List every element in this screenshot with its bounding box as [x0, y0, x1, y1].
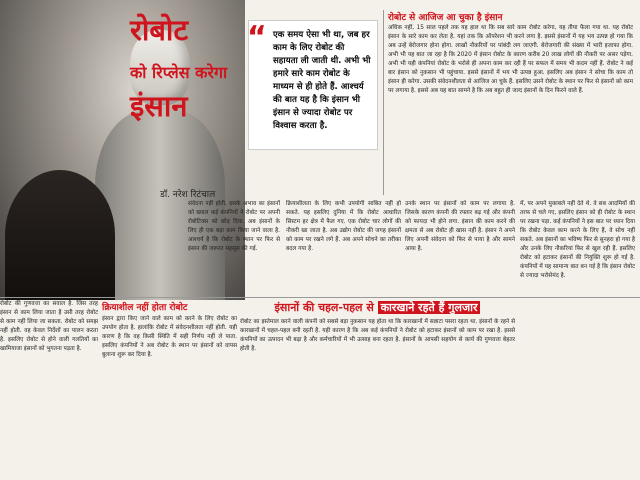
article-column-bottom-center: रोबोट का इस्तेमाल करने वाली कंपनी को सबसे बड़ा नुकसान यह होता था कि कारखानों में सन्नाटा पसरा रहता था. इंसानों के रहने से कारखानों में चहल-पहल बनी रहती है. यही कारण है कि अब कई कंपनियों ने रोबोट को हटाकर इंसानों को काम पर रखा है. इससे कंपनियों का उत्पादन भी बढ़ा है और कर्मचारियों में भी उत्साह बना रहता है. इंसानों के आपसी सहयोग से कार्य की गुणवत्ता बेहतर होती है. [240, 319, 515, 352]
row-divider [0, 297, 640, 298]
pull-quote-text: एक समय ऐसा भी था, जब हर काम के लिए रोबोट की सहायता ली जाती थी. अभी भी हमारे सारे काम रोबोट के माध्यम से ही होते हैं. आश्चर्य की बात यह है कि इंसान भी इंसान से ज्यादा रोबोट पर विश्वास करता है. [273, 30, 371, 131]
subheading-highlight: आ चुका है इंसान [446, 13, 503, 23]
subheading-prefix: रोबोट से आजिज [388, 13, 447, 23]
main-headline [130, 14, 260, 122]
article-column-mid1: संवेदना नहीं होती, इसके अभाव का इंसानों को ख्याल कई कंपनियों ने रोबोट पर अपनी रोबोटिक्स को छोड़ दिया. अब इंसानों के लिए ही एक बड़ा काम किया जाने वाला है. आश्चर्य है कि रोबोट के स्थान पर फिर से इंसान की जरूरत महसूस की गई. [188, 201, 280, 252]
headline-line3: इंसान [130, 89, 188, 123]
subheading3-highlight: कारखाने रहते हैं गुलजार [378, 301, 481, 314]
quote-mark-icon: “ [247, 20, 267, 55]
subheading3-prefix: इंसानों की चहल-पहल से [274, 301, 378, 314]
article-column-mid3: उनके स्थान पर इंसानों को काम पर लगाया है. जिसके कारण कंपनी की रफ्तार बढ़ गई और कंपनी को फायदा भी होने लगा. इंसान की काम करने की क्षमता से अब रोबोट ही खास नहीं है. इंसान ने अपने लिए अपनी संवेदना को फिर से पाया है और सामने आया है. [405, 201, 515, 252]
human-silhouette-image [5, 170, 115, 300]
column-divider [383, 10, 384, 195]
article-column-bottom-left2: इंसान द्वारा किए जाने वाले काम को करने के लिए रोबोट का उपयोग होता है. हालांकि रोबोट में संवेदनशीलता नहीं होती. यही कारण है कि वह किसी स्थिति में सही निर्णय नहीं ले पाता. इसलिए कंपनियों ने अब रोबोट के स्थान पर इंसानों को वापस बुलाना शुरू कर दिया है. [102, 316, 237, 358]
headline-line2: को रिप्लेस करेगा [130, 63, 228, 82]
article-column-mid4: में, पर अपने मुकाबले नहीं देते थे. वे सब आदमियों की तरफ से चले गए, इसलिए इंसान को ही रोबोट के स्थान पर रखना पड़ा. कई कंपनियों ने इस बात पर ध्यान दिया कि रोबोट केवल काम करने के लिए हैं, वे सोच नहीं सकते. अब इंसानों का भविष्य फिर से सुनहरा हो गया है और उनके लिए नौकरियां फिर से खुल रही हैं. इसलिए रोबोट को हटाकर इंसानों की नियुक्ति शुरू हो गई है. कंपनियों में यह सामान्य बात बन गई है कि इंसान रोबोट से ज्यादा भरोसेमंद है. [520, 201, 635, 279]
subheading-robot-not-active: क्रियाशील नहीं होता रोबोट [102, 303, 188, 313]
author-byline: डॉ. नरेश रिटंचाल [160, 190, 216, 200]
article-column-mid2: क्रियाशीलता के लिए कभी उपयोगी साबित नहीं हो सकते. यह इसलिए दुनिया में कि रोबोट आधारित सिस्टम हर क्षेत्र में फैल गए. एक रोबोट चार लोगों की नौकरी खा जाता है. अब उद्योग रोबोट की जगह इंसानों को काम पर रखने लगे हैं. अब अपने सोचने का तरीका बदल गया है. [286, 201, 401, 252]
article-column-right-top: अधिक नहीं, 15 साल पहले तक यह हाल था कि सब सारे काम रोबोट करेगा, यह तीया फैला गया था. यह रोबोट इंसान के सारे काम कर लेता है. यहां तक कि ऑपरेशन भी करने लगा है. इससे इंसानों में यह भय उत्पन्न हो गया कि अब उन्हें बेरोजगार होना होगा. लाखों नौकरियों पर पांबंदी लग जाएगी. बेरोजगारी की संख्या में भारी इजाफा होगा. अभी भी यह बात जा रहा है कि 2020 में इंसान रोबोट के कारण करीब 20 लाख लोगों की नौकरी पर असर पड़ेगा. अभी भी यही कंपनियां रोबोट के भरोसे ही अपना काम कर रही हैं पर सफल में समय भी कदम नहीं हैं. रोबोट ने कई बार इंसान को नुकसान भी पहुंचाया. इससे इंसानों में भय भी उत्पन्न हुआ. इसलिए अब इंसान ने सोचा कि काम तो इंसान ही करेगा. उसकी संवेदनशीलता से आजिज आ चुके हैं. इसलिए उसने रोबोट के स्थान पर फिर से इंसानों को काम पर लगाया है. इससे अब यह बात सामने है कि अब बहुत ही जल्द इंसानों के दिन फिरने वाले हैं. [388, 25, 633, 94]
subheading-robot-fed-up [388, 10, 633, 23]
pull-quote-box [248, 20, 378, 150]
headline-line1: रोबोट [130, 13, 189, 47]
article-column-bottom-left: रोबोट की गुणवत्ता का सवाल है. जिस तरह इंसान से काम लिया जाता है उसी तरह रोबोट से काम नहीं लिया जा सकता. रोबोट को समझ नहीं होती. वह केवल निर्देशों का पालन करता है. इसलिए रोबोट से होने वाली गलतियों का खामियाजा इंसानों को भुगतना पड़ता है. [0, 301, 98, 352]
subheading-factories-lively [240, 300, 515, 315]
